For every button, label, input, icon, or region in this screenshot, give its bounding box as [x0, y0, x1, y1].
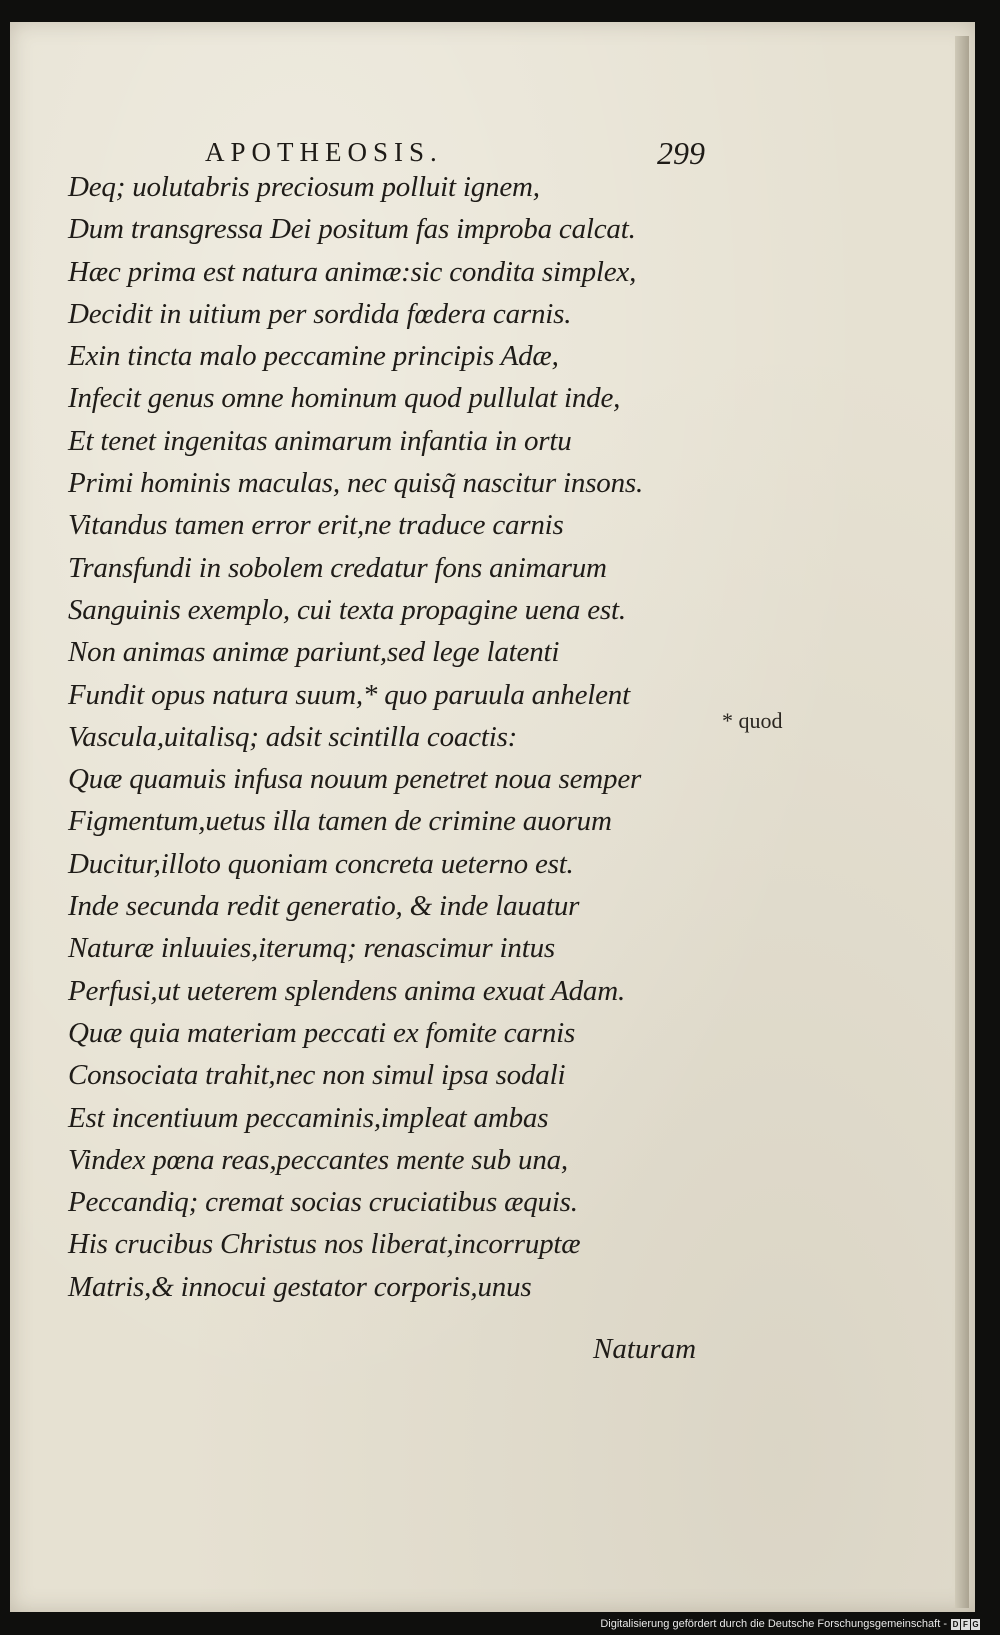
digitization-credit: [600, 1615, 980, 1633]
logo-letter: D: [952, 1619, 959, 1629]
marginal-note: * quod: [722, 708, 783, 733]
verse-line: Primi hominis maculas, nec quisq̃ nascitur insons.: [68, 467, 644, 500]
verse-line: Non animas animæ pariunt,sed lege latenti: [68, 636, 560, 669]
verse-line: Fundit opus natura suum,* quo paruula anhelent: [68, 678, 630, 711]
verse-line: Quæ quia materiam peccati ex fomite carnis: [68, 1016, 576, 1049]
verse-line: Ducitur,illoto quoniam concreta ueterno est.: [68, 847, 574, 880]
catchword: Naturam: [593, 1333, 697, 1365]
verse-line: Peccandiq; cremat socias cruciatibus æquis.: [68, 1186, 578, 1219]
verse-line: Exin tincta malo peccamine principis Adæ,: [68, 340, 559, 373]
verse-line: Inde secunda redit generatio, & inde lauatur: [68, 890, 580, 923]
verse-line: Vindex pœna reas,peccantes mente sub una,: [68, 1143, 568, 1176]
verse-text: [68, 166, 643, 1308]
verse-line: Deq; uolutabris preciosum polluit ignem,: [68, 171, 540, 203]
verse-line: Est incentiuum peccaminis,impleat ambas: [68, 1101, 549, 1134]
page-edge: [955, 36, 969, 1608]
verse-line: Sanguinis exemplo, cui texta propagine uena est.: [68, 593, 626, 626]
dfg-logo-icon: [951, 1619, 980, 1630]
verse-line: Infecit genus omne hominum quod pullulat inde,: [68, 382, 621, 415]
page-number: 299: [657, 135, 705, 171]
verse-line: Naturæ inluuies,iterumq; renascimur intus: [68, 932, 555, 965]
running-title: APOTHEOSIS.: [205, 137, 443, 167]
verse-line: Transfundi in sobolem credatur fons animarum: [68, 551, 607, 584]
verse-line: Hæc prima est natura animæ:sic condita simplex,: [68, 255, 637, 288]
verse-line: Matris,& innocui gestator corporis,unus: [68, 1270, 532, 1303]
verse-line: Perfusi,ut ueterem splendens anima exuat Adam.: [68, 974, 626, 1007]
verse-line: Figmentum,uetus illa tamen de crimine auorum: [68, 805, 612, 838]
verse-line: Quæ quamuis infusa nouum penetret noua semper: [68, 763, 642, 796]
logo-letter: F: [961, 1619, 970, 1630]
verse-line: Dum transgressa Dei positum fas improba calcat.: [68, 213, 636, 246]
logo-letter: G: [972, 1619, 979, 1629]
verse-line: His crucibus Christus nos liberat,incorruptæ: [68, 1228, 581, 1261]
verse-line: Decidit in uitium per sordida fœdera carnis.: [68, 297, 572, 330]
credit-text: Digitalisierung gefördert durch die Deutsche Forschungsgemeinschaft -: [600, 1618, 947, 1630]
verse-line: Et tenet ingenitas animarum infantia in ortu: [68, 424, 572, 457]
verse-line: Vitandus tamen error erit,ne traduce carnis: [68, 509, 564, 542]
verse-line: Vascula,uitalisq; adsit scintilla coactis:: [68, 720, 518, 753]
verse-line: Consociata trahit,nec non simul ipsa sodali: [68, 1059, 566, 1092]
